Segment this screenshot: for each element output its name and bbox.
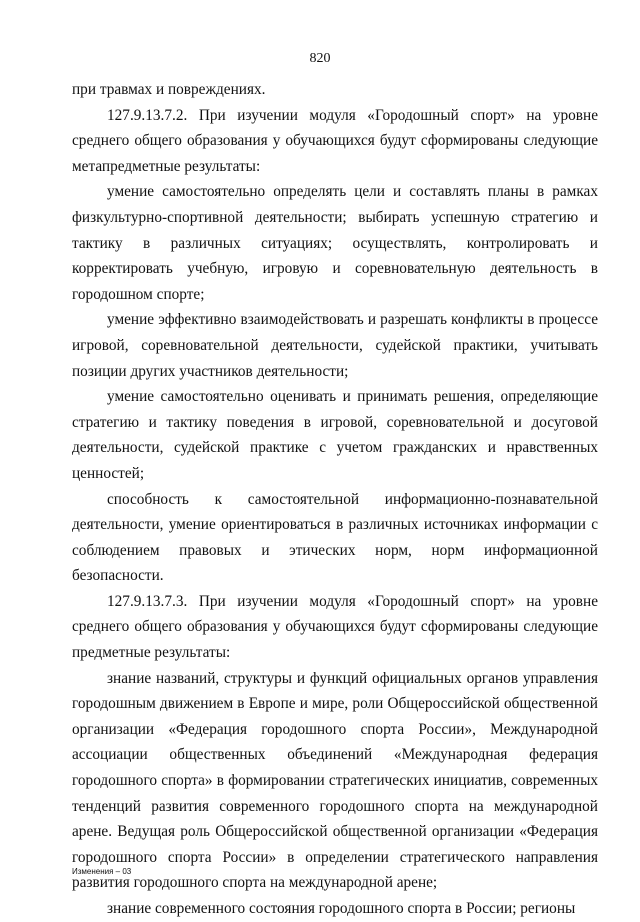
paragraph-interaction: умение эффективно взаимодействовать и разрешать конфликты в процессе игровой, соревновательной деятельности, судейской практики, учитывать позиции других участников деятельности; <box>72 311 598 380</box>
paragraph-continuation: при травмах и повреждениях. <box>72 81 266 98</box>
paragraph-goal-setting: умение самостоятельно определять цели и составлять планы в рамках физкультурно-спортивной деятельности; выбирать успешную стратегию и тактику в различных ситуациях; осуществлять, контролировать и корректировать учебную, игровую и соревновательную деятельность в городошном спорте; <box>72 183 598 303</box>
revision-footer: Изменения – 03 <box>72 867 132 876</box>
paragraph-section-127-9-13-7-3: 127.9.13.7.3. При изучении модуля «Городошный спорт» на уровне среднего общего образования у обучающихся будут сформированы следующие предметные результаты: <box>72 592 598 662</box>
paragraph-decision-making: умение самостоятельно оценивать и принимать решения, определяющие стратегию и тактику поведения в игровой, соревновательной и досуговой деятельности, судейской практике с учетом гражданских и нравственных ценностей; <box>72 388 598 482</box>
document-body <box>72 77 598 922</box>
paragraph-information-activity: способность к самостоятельной информационно-познавательной деятельности, умение ориентироваться в различных источниках информации с соблюдением правовых и этических норм, норм информационной безопасности. <box>72 490 598 585</box>
paragraph-section-127-9-13-7-2: 127.9.13.7.2. При изучении модуля «Городошный спорт» на уровне среднего общего образования у обучающихся будут сформированы следующие метапредметные результаты: <box>72 106 598 175</box>
paragraph-knowledge-organizations: знание названий, структуры и функций официальных органов управления городошным движением в Европе и мире, роли Общероссийской общественной организации «Федерация городошного спорта России», Международной ассоциации общественных объединений «Международная федерация городошного спорта» в формировании стратегических инициатив, современных тенденций развития современного городошного спорта на международной арене. Ведущая роль Общероссийской общественной организации «Федерация городошного спорта России» в определении стратегического направления развития городошного спорта на международной арене; <box>72 669 598 892</box>
page-number: 820 <box>309 51 331 66</box>
paragraph-knowledge-current-state: знание современного состояния городошного спорта в России; регионы <box>107 900 576 917</box>
